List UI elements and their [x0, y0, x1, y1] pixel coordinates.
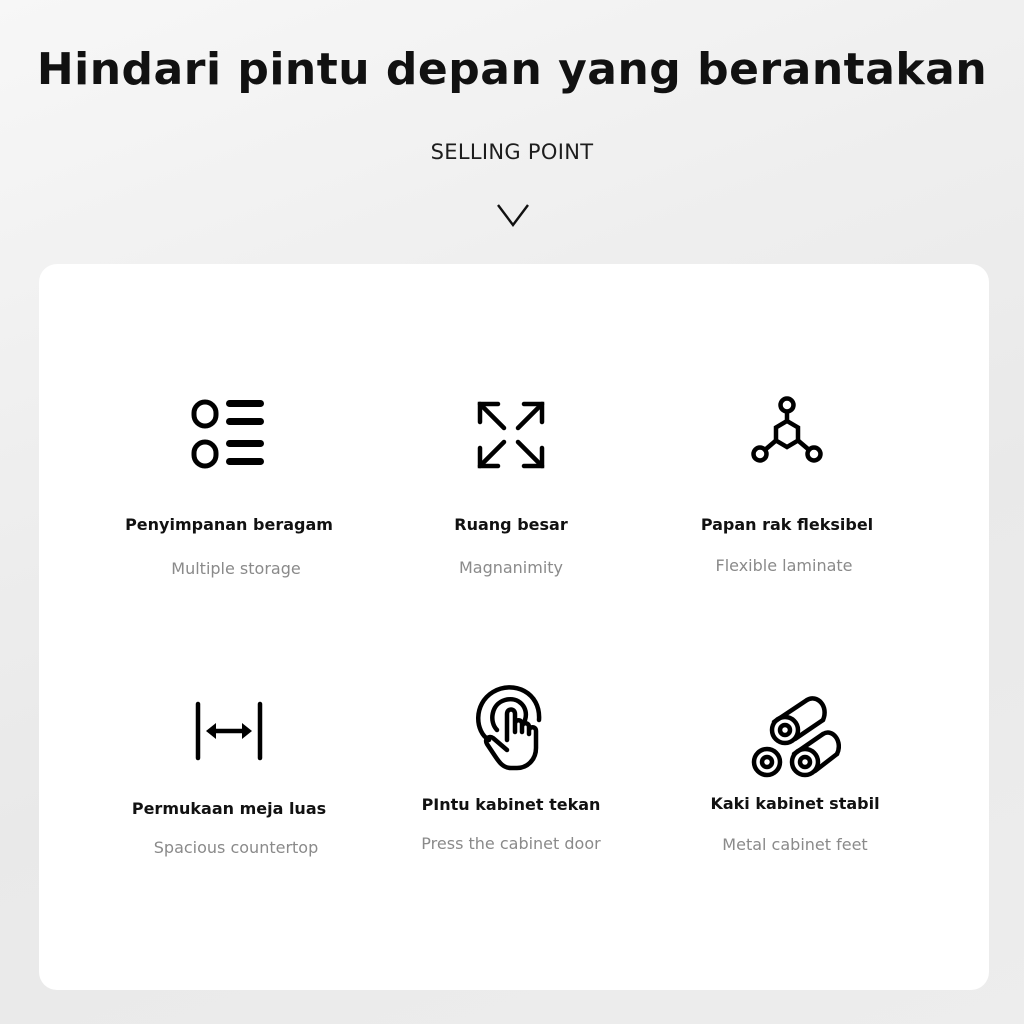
feature-title: Kaki kabinet stabil	[710, 794, 880, 813]
feature-press-door	[361, 680, 661, 853]
expand-arrows-icon	[470, 394, 552, 476]
feature-caption: Multiple storage	[171, 559, 301, 578]
page-title: Hindari pintu depan yang berantakan	[36, 44, 988, 95]
features-card	[39, 264, 989, 990]
feature-flexible-laminate	[637, 394, 937, 575]
section-subtitle: SELLING POINT	[430, 140, 594, 164]
finger-press-icon	[465, 680, 557, 772]
feature-magnanimity	[361, 394, 661, 577]
feature-caption: Metal cabinet feet	[722, 835, 868, 854]
molecule-icon	[746, 394, 828, 476]
feature-title: PIntu kabinet tekan	[421, 795, 601, 814]
storage-list-icon	[188, 394, 270, 476]
feature-caption: Magnanimity	[458, 558, 564, 577]
feature-title: Penyimpanan beragam	[125, 515, 333, 534]
feature-spacious-countertop	[79, 690, 379, 857]
feature-caption: Press the cabinet door	[421, 834, 601, 853]
metal-pipes-icon	[749, 688, 841, 780]
width-arrow-icon	[188, 690, 270, 772]
feature-caption: Flexible laminate	[715, 556, 853, 575]
feature-caption: Spacious countertop	[153, 838, 319, 857]
feature-title: Ruang besar	[454, 515, 568, 534]
feature-title: Papan rak fleksibel	[700, 515, 874, 534]
feature-metal-feet	[645, 688, 945, 854]
feature-multiple-storage	[79, 394, 379, 578]
chevron-down-icon	[496, 202, 530, 228]
feature-title: Permukaan meja luas	[131, 799, 327, 818]
